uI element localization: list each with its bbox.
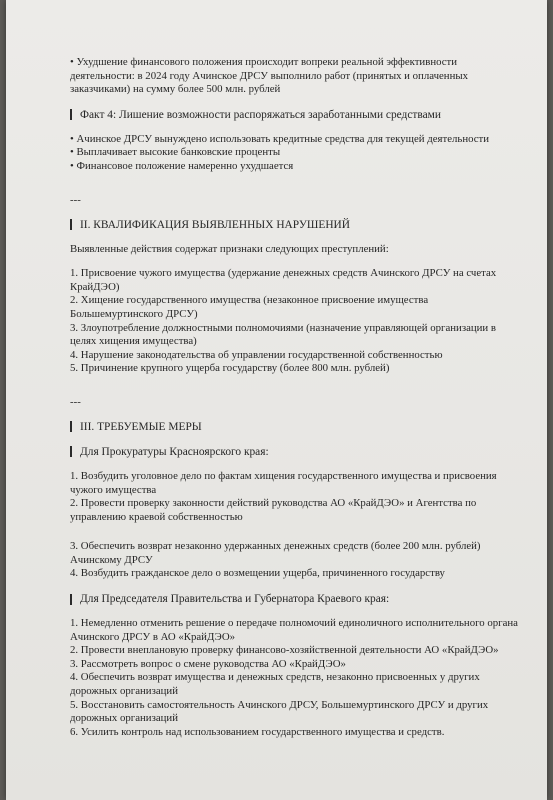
section2-item-4: 4. Нарушение законодательства об управлении государственной собственностью [70,348,443,361]
governor-item-5: 5. Восстановить самостоятельность Ачинского ДРСУ, Большемуртинского ДРСУ и других дорожных организаций [70,698,489,725]
section3-heading [70,420,520,434]
governor-item-6: 6. Усилить контроль над использованием государственного имущества и средств. [70,725,445,738]
section3-heading-text: III. ТРЕБУЕМЫЕ МЕРЫ [80,420,202,433]
intro-bullet: • Ухудшение финансового положения происходит вопреки реальной эффективности деятельности: в 2024 году Ачинское ДРСУ выполнило работ (принятых и оплаченных заказчиками) на сумму более 500 млн. рублей [70,56,469,96]
section2-heading-text: II. КВАЛИФИКАЦИЯ ВЫЯВЛЕННЫХ НАРУШЕНИЙ [80,218,351,231]
fact4-item-3: • Финансовое положение намеренно ухудшается [70,159,294,172]
fact4-heading-text: Факт 4: Лишение возможности распоряжаться заработанными средствами [80,108,441,121]
section2-item-3: 3. Злоупотребление должностными полномочиями (назначение управляющей организации в целях хищения имущества) [70,321,497,348]
section2-item-5: 5. Причинение крупного ущерба государству (более 800 млн. рублей) [70,362,390,375]
document-page [6,0,547,800]
governor-item-4: 4. Обеспечить возврат имущества и денежных средств, незаконно присвоенных у других дорожных организаций [70,671,480,698]
governor-item-3: 3. Рассмотреть вопрос о смене руководства АО «КрайДЭО» [70,657,346,670]
document-body [70,56,520,739]
prosecutor-item-4: 4. Возбудить гражданское дело о возмещении ущерба, причиненного государству [70,567,445,580]
separator-2: --- [70,395,81,408]
section2-intro: Выявленные действия содержат признаки следующих преступлений: [70,242,389,255]
prosecutor-heading [70,445,520,459]
fact4-item-1: • Ачинское ДРСУ вынуждено использовать кредитные средства для текущей деятельности [70,132,490,145]
fact4-heading [70,108,520,122]
heading-bar-icon [70,594,72,605]
section2-item-1: 1. Присвоение чужого имущества (удержание денежных средств Ачинского ДРСУ на счетах КрайДЭО) [70,267,497,293]
prosecutor-item-2: 2. Провести проверку законности действий руководства АО «КрайДЭО» и Агентства по управлению краевой собственностью [70,497,477,523]
prosecutor-item-3: 3. Обеспечить возврат незаконно удержанных денежных средств (более 200 млн. рублей) Ачинскому ДРСУ [70,540,481,566]
governor-heading-text: Для Председателя Правительства и Губернатора Краевого края: [80,593,390,606]
prosecutor-item-1: 1. Возбудить уголовное дело по фактам хищения государственного имущества и присвоения чужого имущества [70,469,497,496]
fact4-item-2: • Выплачивает высокие банковские проценты [70,146,281,159]
prosecutor-heading-text: Для Прокуратуры Красноярского края: [80,445,269,458]
heading-bar-icon [70,219,72,230]
governor-item-2: 2. Провести внеплановую проверку финансово-хозяйственной деятельности АО «КрайДЭО» [70,644,499,657]
section2-item-2: 2. Хищение государственного имущества (незаконное присвоение имущества Большемуртинского ДРСУ) [70,294,429,320]
heading-bar-icon [70,109,72,120]
section2-heading [70,218,520,232]
heading-bar-icon [70,446,72,457]
heading-bar-icon [70,421,72,432]
governor-heading [70,592,520,606]
separator-1: --- [70,193,81,206]
governor-item-1: 1. Немедленно отменить решение о передаче полномочий единоличного исполнительного органа Ачинского ДРСУ в АО «КрайДЭО» [70,617,518,643]
